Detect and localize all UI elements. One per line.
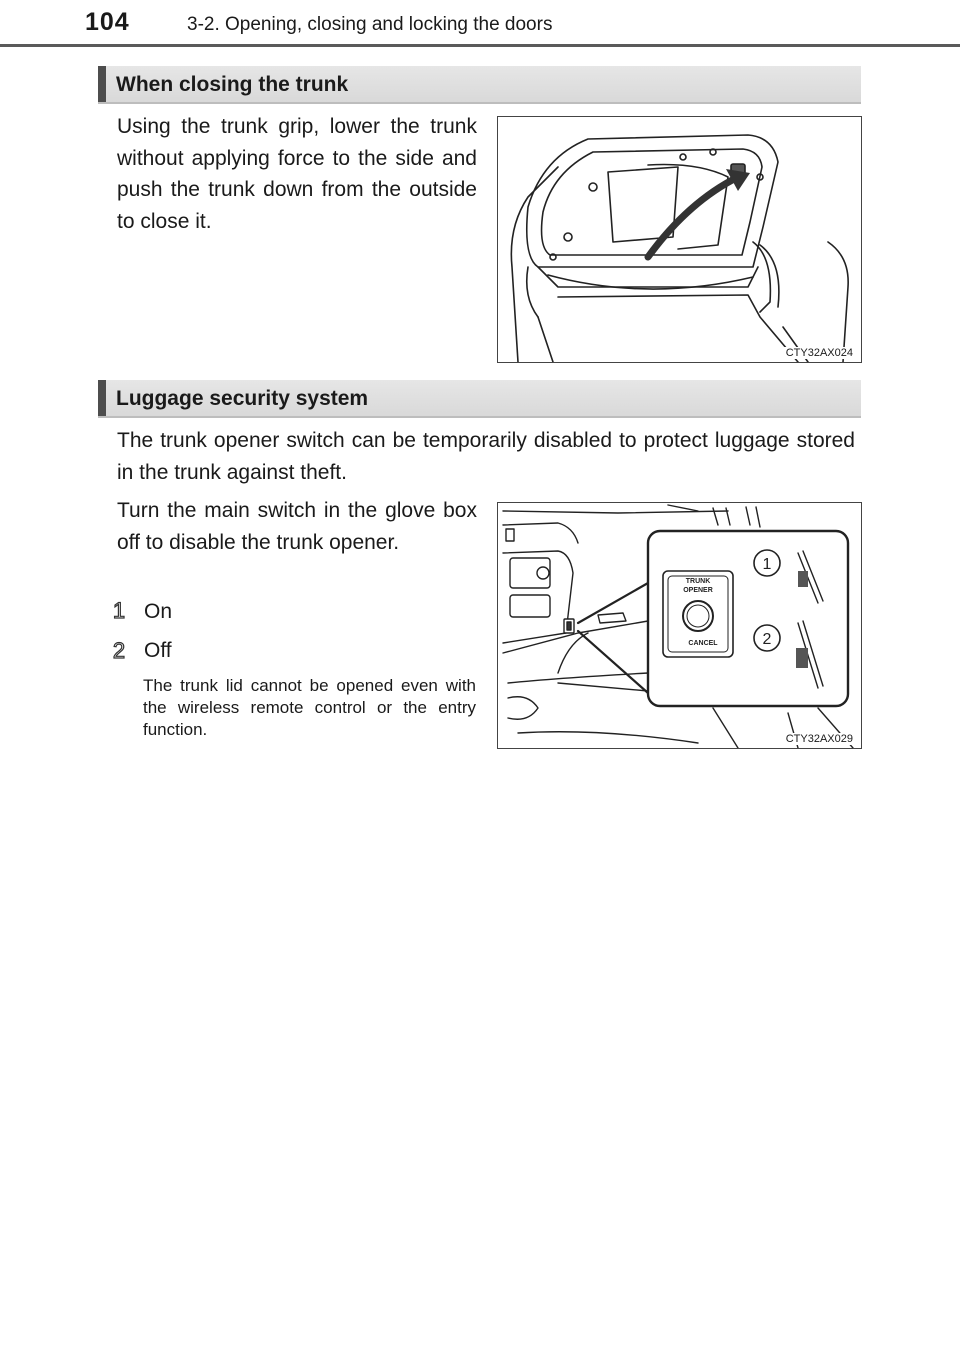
section-heading-closing-trunk (98, 66, 861, 104)
number-1-icon (108, 597, 130, 623)
chapter-title: 3-2. Opening, closing and locking the doors (187, 14, 553, 35)
page-header (0, 0, 960, 48)
luggage-security-intro: The trunk opener switch can be temporarily disabled to protect luggage stored in the trunk against theft. (117, 429, 855, 484)
callout-2: 2 (762, 631, 772, 648)
section-title: When closing the trunk (116, 73, 349, 96)
item-off-label: Off (144, 639, 172, 662)
arrow-icon (648, 177, 738, 257)
glove-box-drawing (498, 503, 861, 748)
section-heading-luggage-security (98, 380, 861, 418)
trunk-lid-drawing (498, 117, 861, 362)
closing-trunk-paragraph: Using the trunk grip, lower the trunk without applying force to the side and push the trunk down from the outside to close it. (117, 115, 477, 233)
number-2-icon (108, 637, 130, 663)
figure-code: CTY32AX029 (785, 733, 853, 745)
trunk-closing-illustration (497, 116, 862, 363)
svg-text:2: 2 (112, 638, 126, 663)
header-rule (0, 44, 960, 47)
switch-label-cancel: CANCEL (688, 640, 718, 647)
page-number: 104 (85, 8, 130, 36)
figure-code: CTY32AX024 (785, 347, 853, 359)
switch-label-trunk: TRUNK (685, 578, 711, 585)
main-switch-instruction: Turn the main switch in the glove box off to disable the trunk opener. (117, 499, 477, 554)
svg-text:1: 1 (112, 598, 126, 623)
switch-label-opener: OPENER (683, 587, 713, 594)
item-on-label: On (144, 600, 173, 623)
callout-1: 1 (762, 556, 772, 573)
section-title: Luggage security system (116, 387, 369, 410)
glove-box-switch-illustration (497, 502, 862, 749)
note-text: The trunk lid cannot be opened even with the wireless remote control or the entry function. (143, 676, 476, 739)
